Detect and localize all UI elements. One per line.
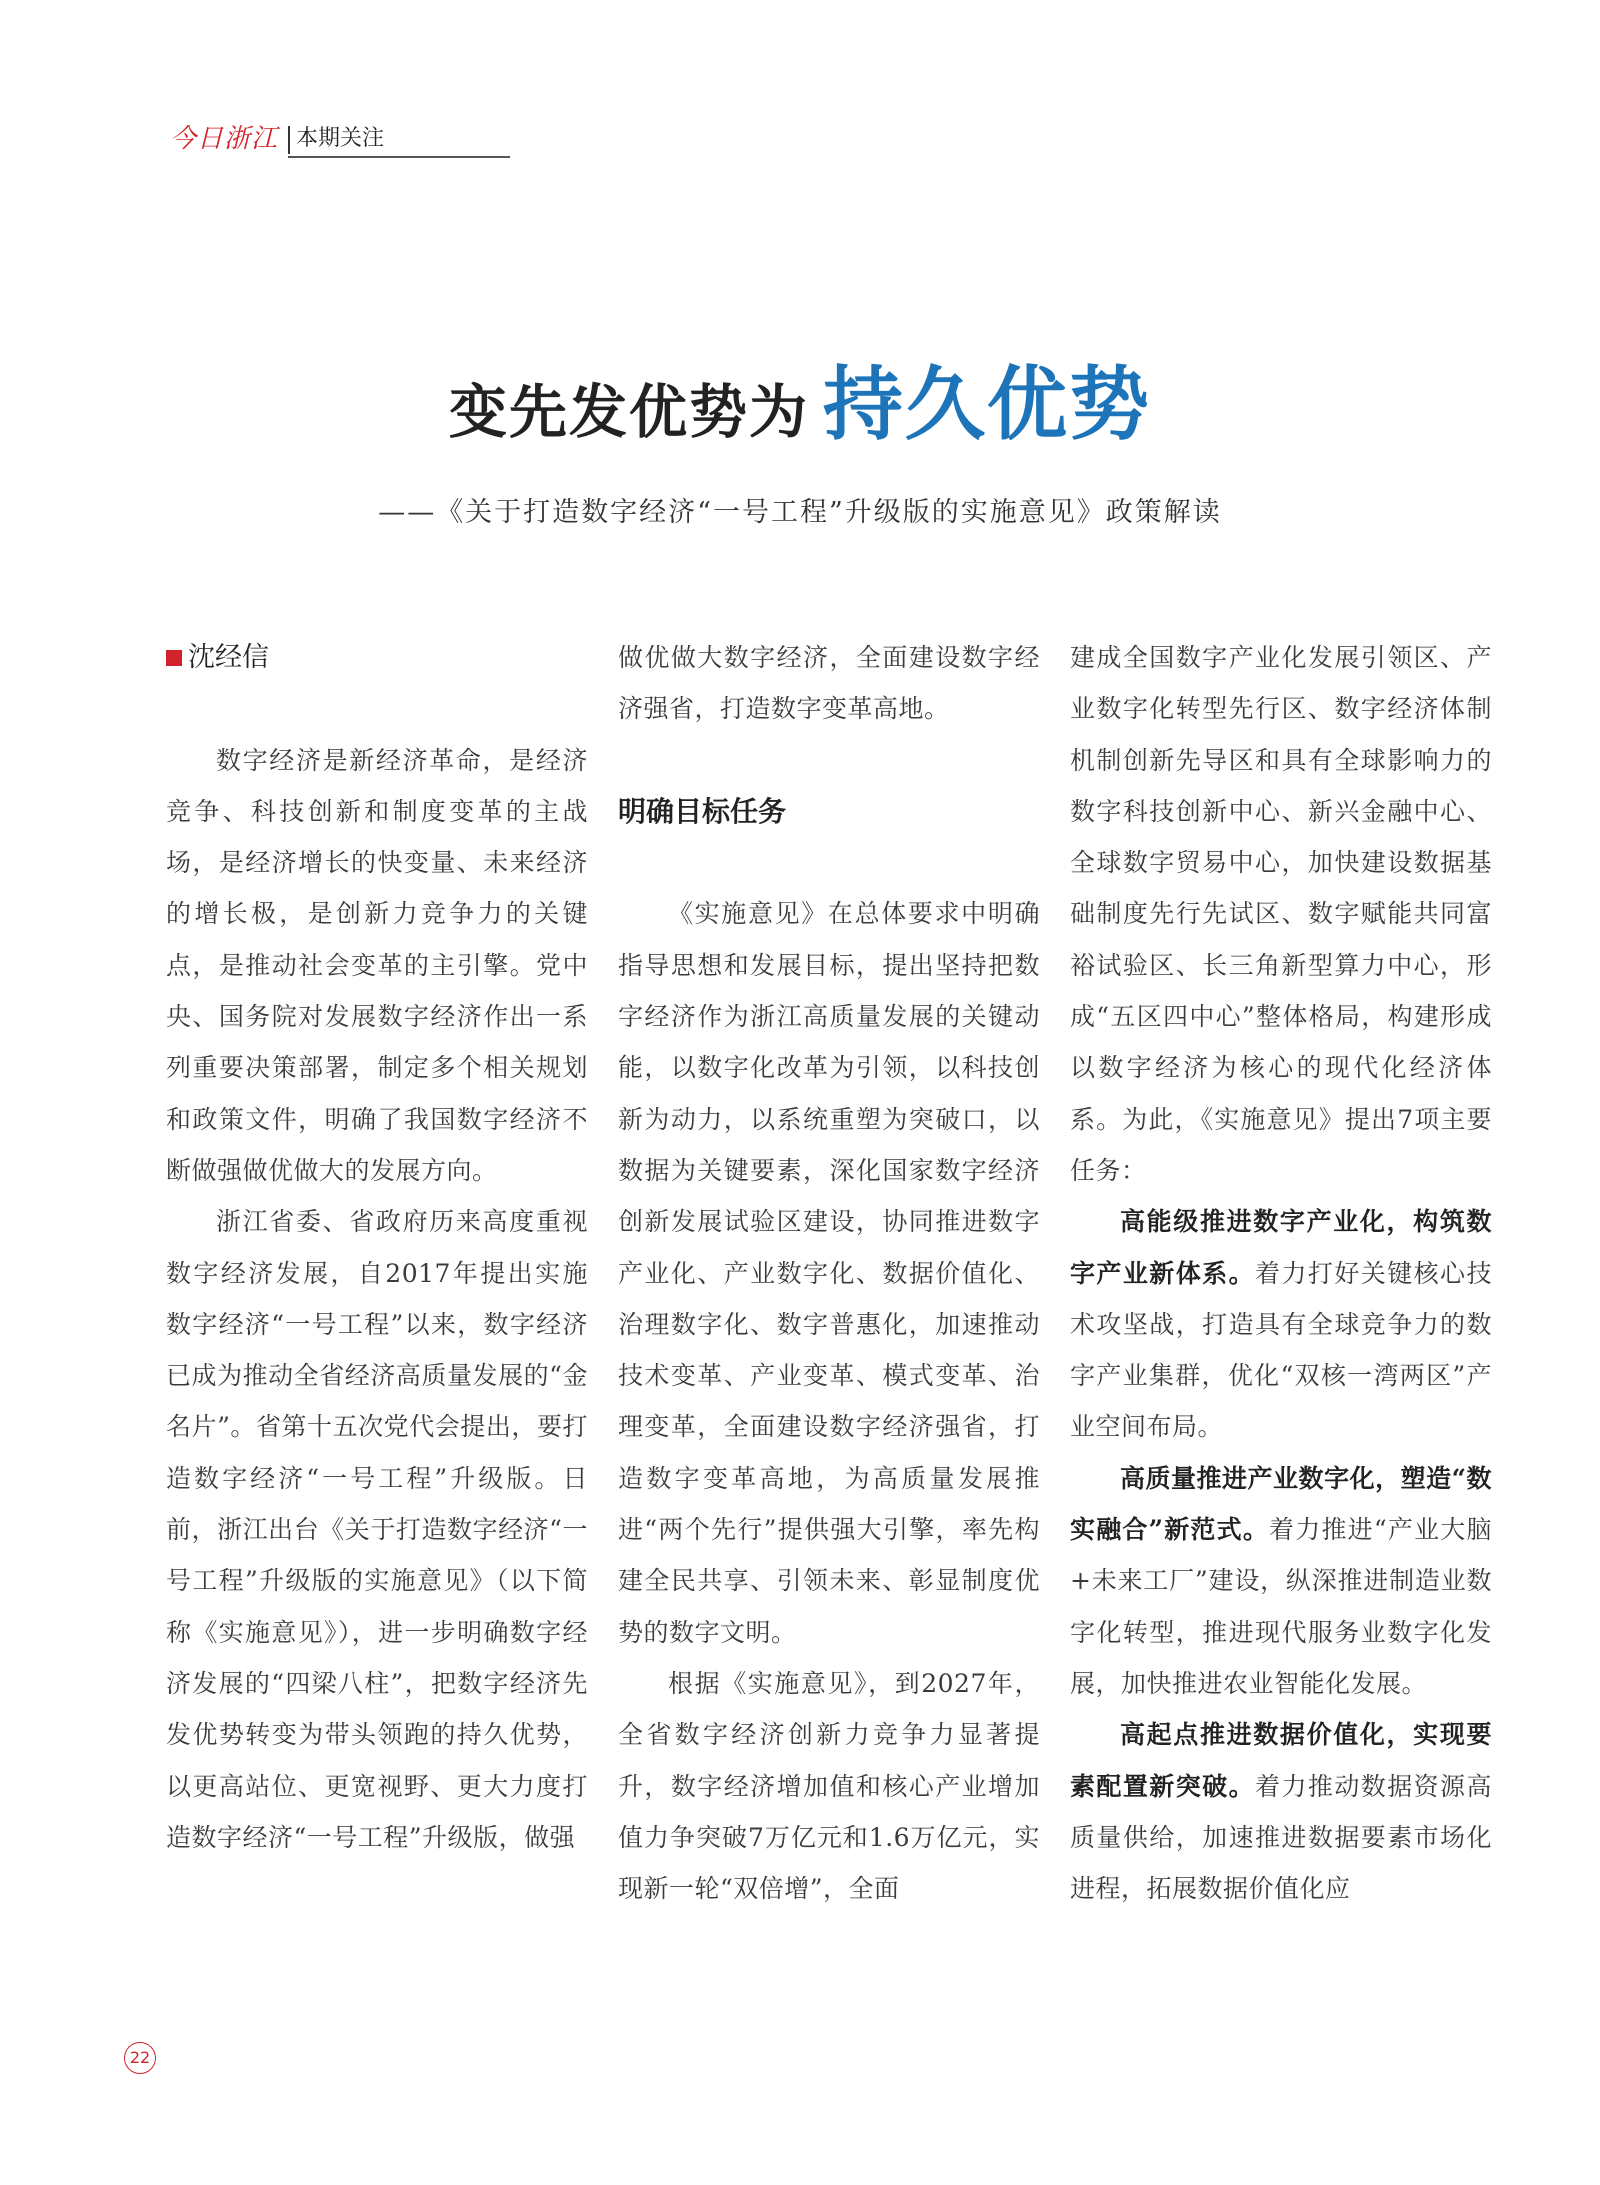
masthead-rule [288,156,510,158]
article-title [0,340,1600,455]
title-part-blue: 持久优势 [823,358,1151,451]
task-body: 着力打好关键核心技术攻坚战，打造具有全球竞争力的数字产业集群，优化“双核一湾两区”产业空间布局。 [1070,1258,1492,1442]
magazine-logo: 今日浙江 [170,124,279,154]
paragraph-continued: 做优做大数字经济，全面建设数字经济强省，打造数字变革高地。 [618,643,1040,724]
article-subtitle: ——《关于打造数字经济“一号工程”升级版的实施意见》政策解读 [378,497,1222,528]
text-column-3 [1070,632,1492,1914]
masthead [170,122,510,160]
text-column-1 [166,632,588,1863]
paragraph-continued: 建成全国数字产业化发展引领区、产业数字化转型先行区、数字经济体制机制创新先导区和具有全球影响力的数字科技创新中心、新兴金融中心、全球数字贸易中心，加快建设数据基础制度先行先试区、数字赋能共同富裕试验区、长三角新型算力中心，形成“五区四中心”整体格局，构建形成以数字经济为核心的现代化经济体系。为此，《实施意见》提出7项主要任务： [1070,643,1492,1185]
author-name: 沈经信 [188,642,269,673]
author-byline [166,632,588,683]
task-paragraph [1070,1196,1492,1452]
page-number: 22 [124,2042,156,2074]
title-part-dark: 变先发优势为 [448,378,809,446]
task-body: 着力推进“产业大脑+未来工厂”建设，纵深推进制造业数字化转型，推进现代服务业数字化发展，加快推进农业智能化发展。 [1070,1515,1492,1698]
text-column-2 [618,632,1040,1914]
spacer [618,837,1040,888]
spacer [618,735,1040,786]
paragraph: 浙江省委、省政府历来高度重视数字经济发展，自2017年提出实施数字经济“一号工程”以来，数字经济已成为推动全省经济高质量发展的“金名片”。省第十五次党代会提出，要打造数字经济“一号工程”升级版。日前，浙江出台《关于打造数字经济“一号工程”升级版的实施意见》（以下简称《实施意见》），进一步明确数字经济发展的“四梁八柱”，把数字经济先发优势转变为带头领跑的持久优势，以更高站位、更宽视野、更大力度打造数字经济“一号工程”升级版，做强 [166,1207,588,1852]
section-heading: 明确目标任务 [618,794,787,828]
task-paragraph [1070,1709,1492,1914]
masthead-divider [288,126,290,154]
task-lead: 高能级推进数字产业化，构筑数字产业新体系。 [1070,1207,1492,1288]
spacer [166,683,588,734]
task-lead: 高质量推进产业数字化，塑造“数实融合”新范式。 [1070,1463,1492,1545]
task-paragraph [1070,1453,1492,1709]
task-lead: 高起点推进数据价值化，实现要素配置新突破。 [1070,1720,1492,1801]
section-label: 本期关注 [296,126,385,151]
task-body: 着力推动数据资源高质量供给，加速推进数据要素市场化进程，拓展数据价值化应 [1070,1771,1492,1904]
paragraph: 数字经济是新经济革命，是经济竞争、科技创新和制度变革的主战场，是经济增长的快变量、未来经济的增长极，是创新力竞争力的关键点，是推动社会变革的主引擎。党中央、国务院对发展数字经济作出一系列重要决策部署，制定多个相关规划和政策文件，明确了我国数字经济不断做强做优做大的发展方向。 [166,745,588,1185]
byline-marker-icon [166,650,182,666]
paragraph: 《实施意见》在总体要求中明确指导思想和发展目标，提出坚持把数字经济作为浙江高质量发展的关键动能，以数字化改革为引领，以科技创新为动力，以系统重塑为突破口，以数据为关键要素，深化国家数字经济创新发展试验区建设，协同推进数字产业化、产业数字化、数据价值化、治理数字化、数字普惠化，加速推动技术变革、产业变革、模式变革、治理变革，全面建设数字经济强省，打造数字变革高地，为高质量发展推进“两个先行”提供强大引擎，率先构建全民共享、引领未来、彰显制度优势的数字文明。 [618,899,1040,1647]
paragraph: 根据《实施意见》，到2027年，全省数字经济创新力竞争力显著提升，数字经济增加值和核心产业增加值力争突破7万亿元和1.6万亿元，实现新一轮“双倍增”，全面 [618,1668,1040,1904]
